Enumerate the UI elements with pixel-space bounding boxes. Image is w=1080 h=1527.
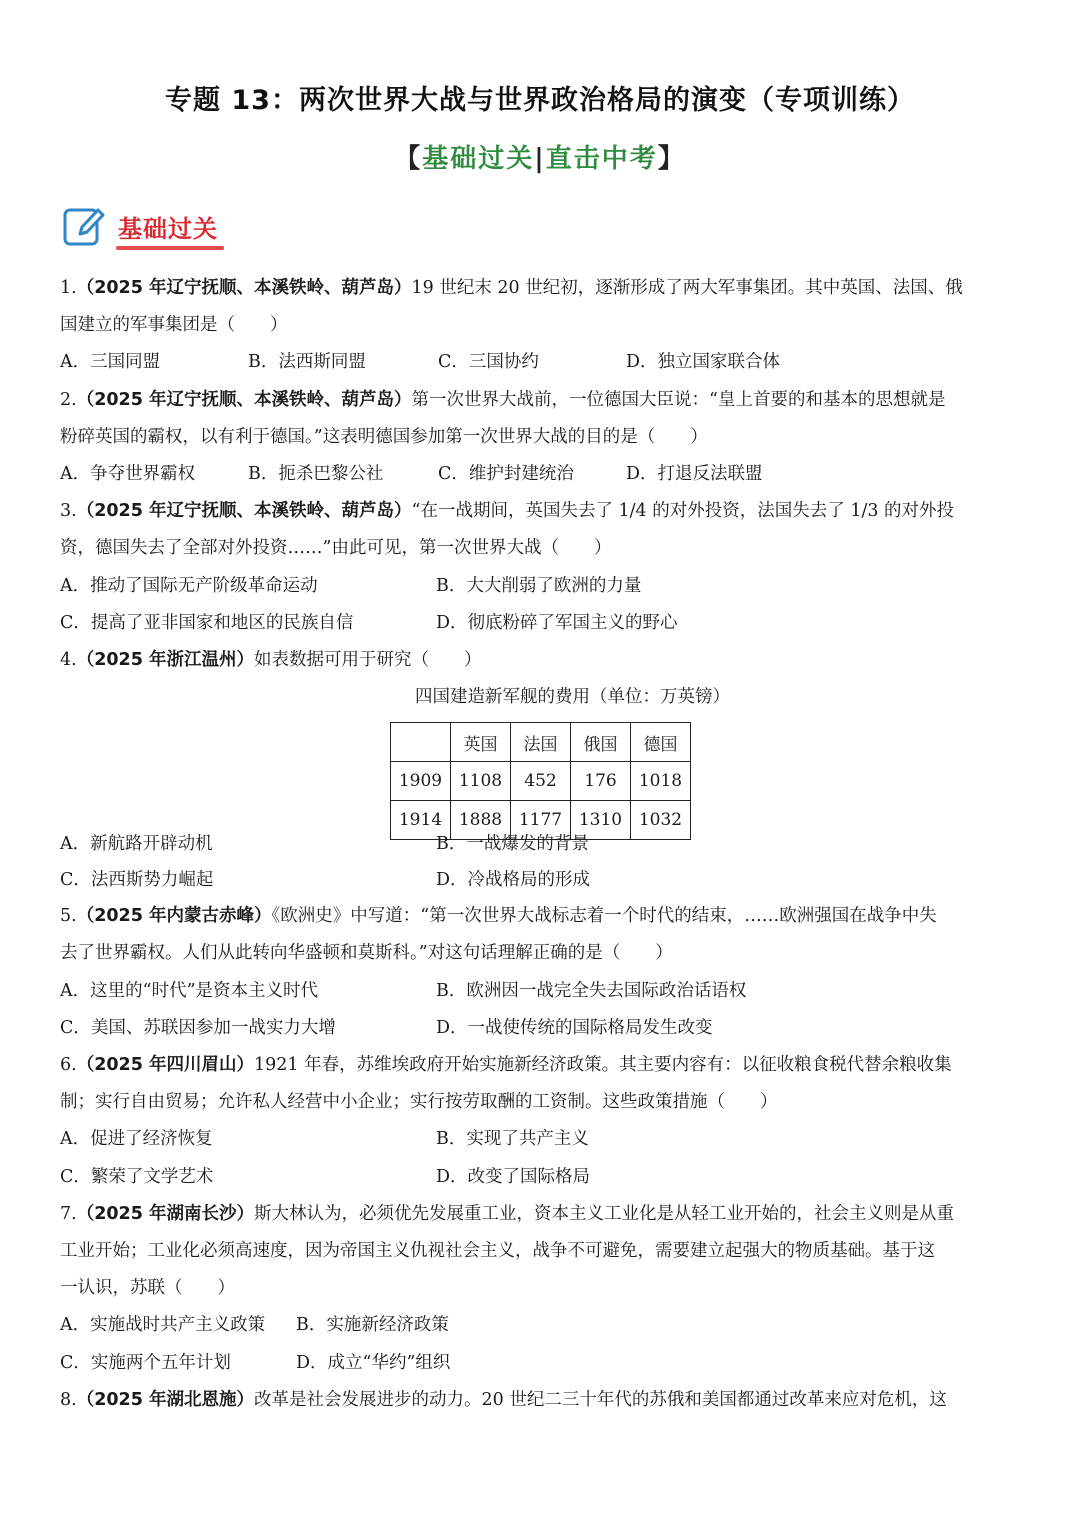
option-d[interactable]: D．打退反法联盟 [626,463,763,484]
subtitle-right: 直击中考 [545,144,658,174]
question-source: （2025 年湖南长沙） [76,1203,255,1224]
option-a[interactable]: A．实施战时共产主义政策 [60,1315,266,1336]
pencil-square-icon [62,204,106,248]
subtitle-close-bracket: 】 [657,144,686,174]
question-source: （2025 年四川眉山） [76,1055,255,1075]
section-header [62,202,218,250]
option-d[interactable]: D．一战使传统的国际格局发生改变 [436,1017,713,1038]
question-number: 1. [60,278,77,298]
table-cell: 1909 [391,762,451,801]
question-number: 5. [60,906,77,927]
question-1 [60,270,1025,382]
table-header-cell [391,723,451,762]
table-caption: 四国建造新军舰的费用（单位：万英镑） [415,687,730,708]
question-list [60,270,1025,1419]
page-title: 专题 13：两次世界大战与世界政治格局的演变（专项训练） [165,85,915,116]
table-header-row [391,723,691,762]
question-text: 1921 年春，苏维埃政府开始实施新经济政策。其主要内容有：以征收粮食税代替余粮收集 [254,1055,952,1075]
question-source: （2025 年辽宁抚顺、本溪铁岭、葫芦岛） [76,278,412,298]
question-text: 如表数据可用于研究（ ） [254,649,482,670]
table-header-cell: 德国 [631,723,691,762]
question-source: （2025 年辽宁抚顺、本溪铁岭、葫芦岛） [76,389,412,410]
option-d[interactable]: D．改变了国际格局 [436,1166,591,1187]
question-5 [60,898,1025,1047]
option-b[interactable]: B．实现了共产主义 [436,1129,589,1150]
question-number: 6. [60,1055,77,1075]
option-b[interactable]: B．一战爆发的背景 [436,834,589,855]
table-cell: 1310 [571,801,631,840]
table-cell: 1888 [451,801,511,840]
question-number: 3. [60,501,77,522]
option-c[interactable]: C．实施两个五年计划 [60,1352,231,1373]
option-a[interactable]: A．促进了经济恢复 [60,1129,213,1150]
subtitle-left: 基础过关 [422,144,535,174]
option-a[interactable]: A．这里的“时代”是资本主义时代 [60,980,319,1001]
question-7 [60,1196,1025,1382]
section-label: 基础过关 [118,209,218,244]
question-text: 19 世纪末 20 世纪初，逐渐形成了两大军事集团。其中英国、法国、俄 [411,278,963,298]
question-number: 2. [60,389,77,410]
question-text: 一认识，苏联（ ） [60,1278,235,1299]
table-header-cell: 俄国 [571,723,631,762]
subtitle-open-bracket: 【 [394,144,423,174]
question-text: 《欧洲史》中写道：“第一次世界大战标志着一个时代的结束，……欧洲强国在战争中失 [271,906,937,927]
question-8 [60,1382,1025,1419]
table-row [391,762,691,801]
option-b[interactable]: B．大大削弱了欧洲的力量 [436,575,642,596]
question-2 [60,382,1025,494]
question-number: 7. [60,1203,77,1224]
data-table [390,722,691,840]
option-a[interactable]: A．新航路开辟动机 [60,834,213,855]
question-text: “在一战期间，英国失去了 1/4 的对外投资，法国失去了 1/3 的对外投 [411,501,955,522]
question-text: 工业开始；工业化必须高速度，因为帝国主义仇视社会主义，战争不可避免，需要建立起强大的物质基础。基于这 [60,1240,935,1261]
table-cell: 1914 [391,801,451,840]
option-c[interactable]: C．三国协约 [438,352,539,373]
option-a[interactable]: A．推动了国际无产阶级革命运动 [60,575,318,596]
table-header-cell: 法国 [511,723,571,762]
option-c[interactable]: C．维护封建统治 [438,463,574,484]
question-text: 去了世界霸权。人们从此转向华盛顿和莫斯科。”对这句话理解正确的是（ ） [60,943,673,964]
option-d[interactable]: D．独立国家联合体 [626,352,781,373]
question-6 [60,1047,1025,1196]
question-text: 斯大林认为，必须优先发展重工业，资本主义工业化是从轻工业开始的，社会主义则是从重 [254,1203,955,1224]
option-c[interactable]: C．美国、苏联因参加一战实力大增 [60,1017,336,1038]
subtitle [0,138,1080,175]
question-number: 8. [60,1389,77,1410]
question-text: 国建立的军事集团是（ ） [60,315,288,336]
question-source: （2025 年湖北恩施） [76,1389,255,1410]
question-source: （2025 年浙江温州） [76,649,255,670]
option-b[interactable]: B．实施新经济政策 [296,1315,449,1336]
question-text: 改革是社会发展进步的动力。20 世纪二三十年代的苏俄和美国都通过改革来应对危机，这 [254,1389,947,1410]
question-source: （2025 年辽宁抚顺、本溪铁岭、葫芦岛） [76,501,412,522]
option-d[interactable]: D．彻底粉碎了军国主义的野心 [436,612,678,633]
option-b[interactable]: B．扼杀巴黎公社 [248,463,384,484]
table-cell: 452 [511,762,571,801]
option-c[interactable]: C．法西斯势力崛起 [60,870,214,891]
table-cell: 1177 [511,801,571,840]
question-text: 粉碎英国的霸权，以有利于德国。”这表明德国参加第一次世界大战的目的是（ ） [60,426,708,447]
option-c[interactable]: C．提高了亚非国家和地区的民族自信 [60,612,354,633]
option-b[interactable]: B．欧洲因一战完全失去国际政治话语权 [436,980,747,1001]
question-text: 资，德国失去了全部对外投资……”由此可见，第一次世界大战（ ） [60,538,612,559]
question-4 [60,642,1025,898]
subtitle-separator: | [534,144,546,174]
question-number: 4. [60,649,77,670]
table-header-cell: 英国 [451,723,511,762]
table-cell: 1108 [451,762,511,801]
table-cell: 176 [571,762,631,801]
option-a[interactable]: A．争夺世界霸权 [60,463,196,484]
question-3 [60,493,1025,642]
table-cell: 1018 [631,762,691,801]
option-c[interactable]: C．繁荣了文学艺术 [60,1166,214,1187]
question-source: （2025 年内蒙古赤峰） [76,906,272,927]
option-d[interactable]: D．成立“华约”组织 [296,1352,451,1373]
option-b[interactable]: B．法西斯同盟 [248,352,366,373]
table-cell: 1032 [631,801,691,840]
question-text: 制；实行自由贸易；允许私人经营中小企业；实行按劳取酬的工资制。这些政策措施（ ） [60,1092,778,1113]
option-d[interactable]: D．冷战格局的形成 [436,870,591,891]
question-text: 第一次世界大战前，一位德国大臣说：“皇上首要的和基本的思想就是 [411,389,946,410]
option-a[interactable]: A．三国同盟 [60,352,161,373]
